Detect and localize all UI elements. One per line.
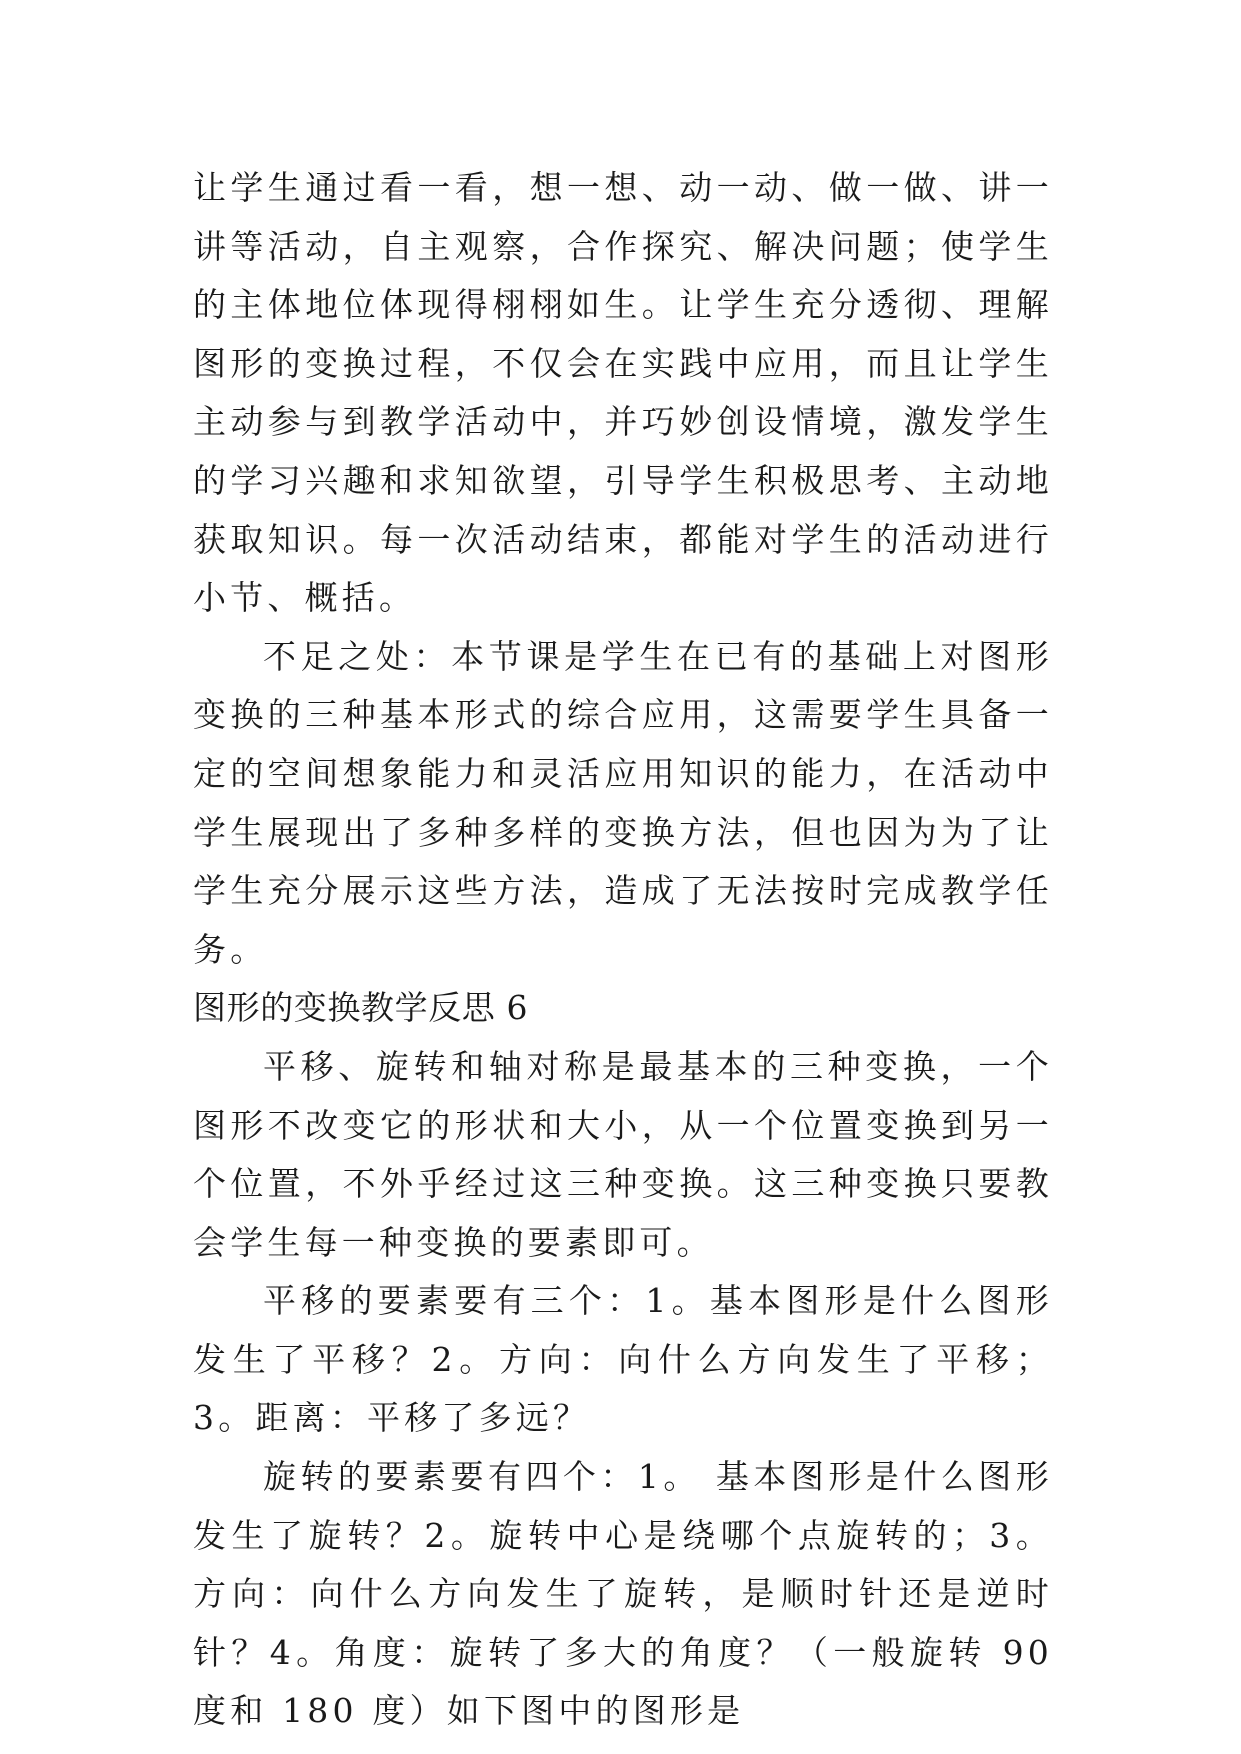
document-body bbox=[193, 159, 1053, 1741]
paragraph-4: 平移的要素要有三个：1。基本图形是什么图形发生了平移？2。方向：向什么方向发生了平移；3。距离：平移了多远？ bbox=[193, 1281, 1053, 1438]
paragraph-3: 平移、旋转和轴对称是最基本的三种变换，一个图形不改变它的形状和大小，从一个位置变换到另一个位置，不外乎经过这三种变换。这三种变换只要教会学生每一种变换的要素即可。 bbox=[193, 1046, 1053, 1262]
paragraph-1: 让学生通过看一看，想一想、动一动、做一做、讲一讲等活动，自主观察，合作探究、解决问题；使学生的主体地位体现得栩栩如生。让学生充分透彻、理解图形的变换过程，不仅会在实践中应用，而且让学生主动参与到教学活动中，并巧妙创设情境，激发学生的学习兴趣和求知欲望，引导学生积极思考、主动地获取知识。每一次活动结束，都能对学生的活动进行小节、概括。 bbox=[193, 168, 1053, 618]
section-heading: 图形的变换教学反思 6 bbox=[193, 988, 529, 1028]
paragraph-5: 旋转的要素要有四个：1。 基本图形是什么图形发生了旋转？2。旋转中心是绕哪个点旋转的；3。方向：向什么方向发生了旋转，是顺时针还是逆时针？4。角度：旋转了多大的角度？（一般旋转 90 度和 180 度）如下图中的图形是 bbox=[193, 1457, 1053, 1731]
paragraph-2: 不足之处：本节课是学生在已有的基础上对图形变换的三种基本形式的综合应用，这需要学生具备一定的空间想象能力和灵活应用知识的能力，在活动中学生展现出了多种多样的变换方法，但也因为为了让学生充分展示这些方法，造成了无法按时完成教学任务。 bbox=[193, 636, 1053, 969]
